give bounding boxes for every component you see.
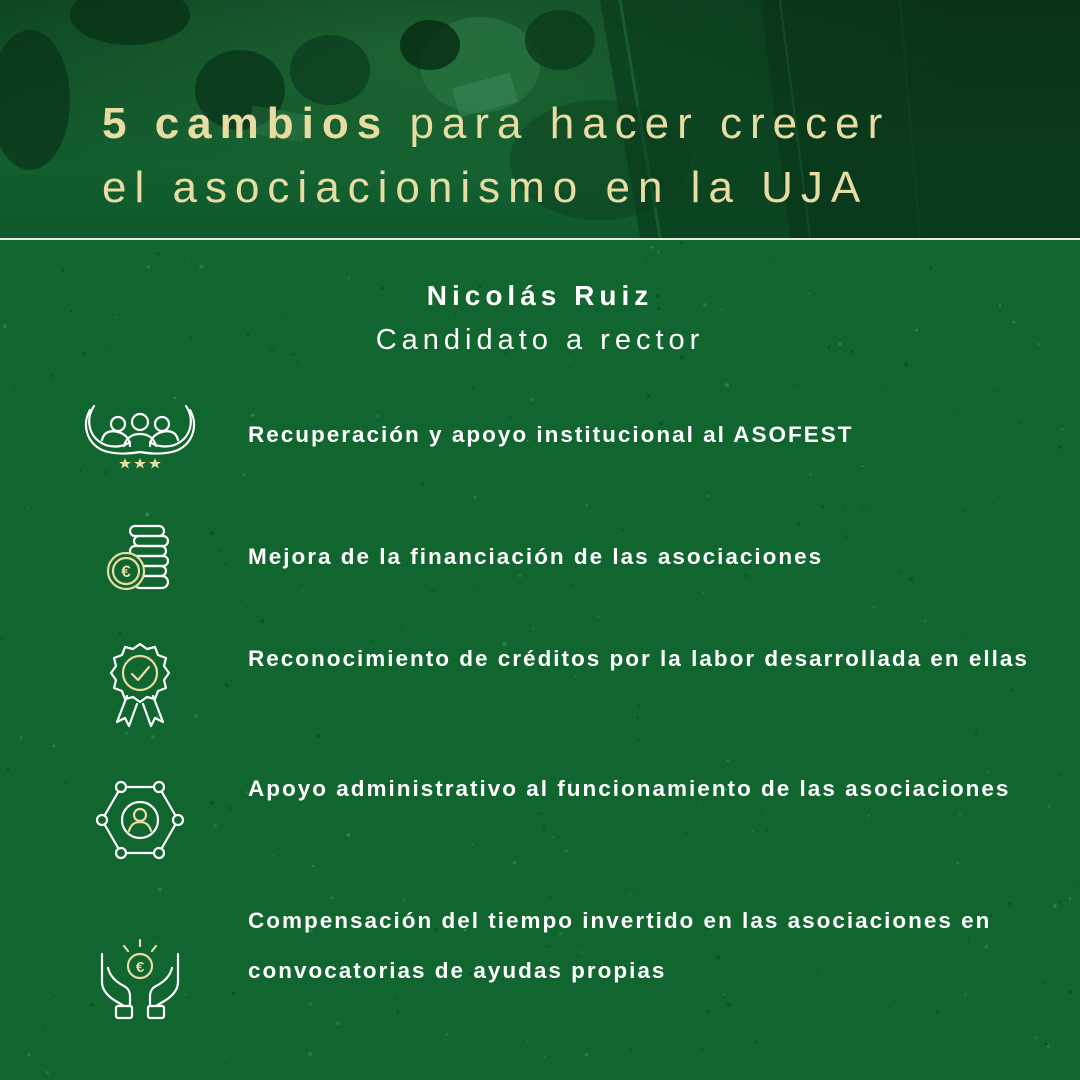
page-title [102,92,890,220]
community-icon [80,398,200,474]
network-person-icon [95,780,185,860]
item-label-4: Apoyo administrativo al funcionamiento de las asociaciones [248,776,1011,801]
svg-text:€: € [135,959,145,976]
author-name: Nicolás Ruiz [426,280,654,311]
title-bold: 5 cambios [102,99,390,148]
award-badge-icon [107,640,173,728]
item-label-2: Mejora de la financiación de las asociaciones [248,544,824,569]
item-label-3: Reconocimiento de créditos por la labor desarrollada en ellas [248,646,1029,671]
title-line1-rest: para hacer crecer [389,99,891,148]
hands-euro-icon [94,938,186,1022]
author-role: Candidato a rector [375,324,705,356]
svg-text:€: € [121,562,131,581]
header-banner [0,0,1080,238]
title-line2: el asociacionismo en la UJA [102,163,869,212]
coins-euro-icon [104,522,174,594]
item-label-1: Recuperación y apoyo institucional al ASOFEST [248,422,854,447]
item-label-5: Compensación del tiempo invertido en las asociaciones en convocatorias de ayudas propias [248,908,992,983]
